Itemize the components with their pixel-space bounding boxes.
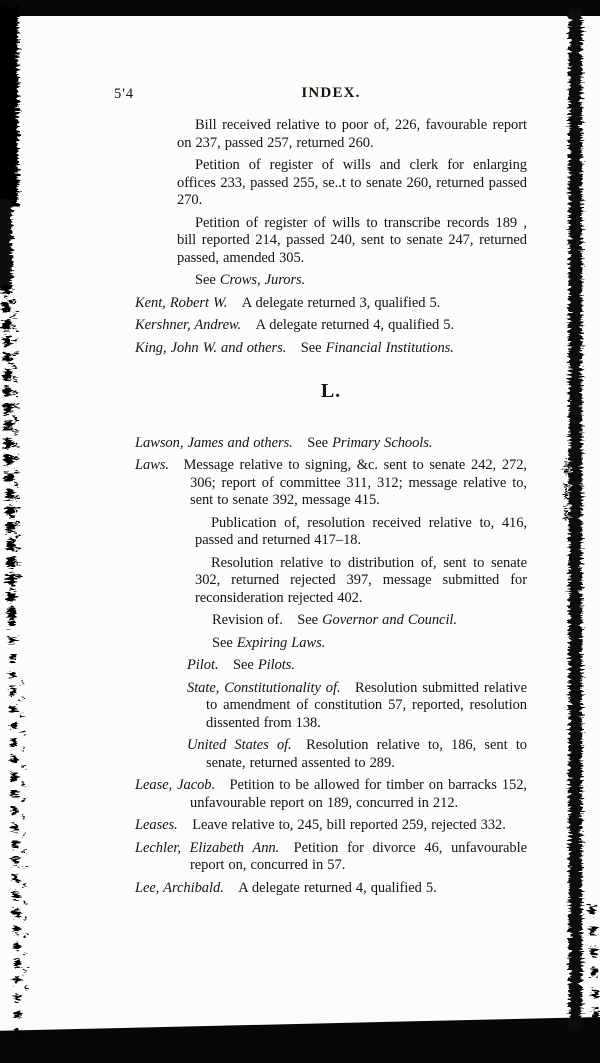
entry-text: Petition of register of wills and clerk for enlarging offices 233, passed 255, se..t to senate 260, returned passed 270. [177, 157, 527, 208]
scan-border-bottom [0, 1017, 600, 1063]
entry-text: Resolution relative to, 186, sent to senate, returned assented to 289. [206, 737, 527, 771]
entry-name-italic: Lechler, Elizabeth Ann. [135, 839, 280, 856]
entry-name-italic: Lee, Archibald. [135, 879, 224, 896]
entry-text: Leave relative to, 245, bill reported 259, rejected 332. [177, 817, 506, 833]
entry-text: Resolution submitted relative to amendment of constitution 57, reported, resolution dissented from 138. [206, 679, 527, 731]
entry-text: Bill received relative to poor of, 226, favourable report on 237, passed 257, returned 260. [177, 117, 527, 151]
entry-text: See [195, 272, 220, 288]
index-entry [135, 117, 527, 152]
section-heading [135, 380, 527, 402]
index-entry [135, 272, 527, 290]
index-entries [135, 117, 527, 897]
entry-name-italic: Leases. [135, 817, 178, 833]
index-entry [135, 555, 527, 608]
page-title: INDEX. [301, 85, 361, 101]
scan-border-top [0, 0, 600, 16]
entry-text: A delegate returned 4, qualified 5. [223, 879, 437, 896]
index-entry [135, 817, 527, 835]
index-entry [135, 215, 527, 268]
entry-text: See [218, 657, 258, 673]
entry-text: Message relative to signing, &c. sent to senate 242, 272, 306; report of committee 311, 312; message relative to, sent to senate 392, message 415. [169, 457, 527, 508]
entry-text: See [286, 339, 326, 356]
entry-text: A delegate returned 4, qualified 5. [241, 317, 455, 333]
index-entry [135, 157, 527, 210]
index-entry [135, 317, 527, 335]
entry-name-italic: Lease, Jacob. [135, 777, 216, 793]
index-entry [135, 880, 527, 898]
entry-text: Revision of. See [212, 612, 323, 628]
index-entry [135, 435, 527, 453]
entry-name-italic: Governor and Council. [322, 612, 457, 628]
entry-text: Petition for divorce 46, unfavourable report on, concurred in 57. [190, 839, 527, 873]
scan-border-right [569, 10, 582, 1030]
entry-name-italic: Primary Schools. [332, 434, 433, 451]
entry-name-italic: Pilots. [257, 657, 295, 673]
entry-text: Petition of register of wills to transcribe records 189 , bill reported 214, passed 240, sent to senate 247, returned passed, amended 305. [177, 214, 527, 266]
entry-name-italic: Expiring Laws. [236, 634, 326, 651]
index-entry [135, 612, 527, 630]
entry-name-italic: United States of. [187, 737, 292, 753]
entry-name-italic: Laws. [135, 457, 170, 473]
index-entry [135, 635, 527, 653]
entry-name-italic: Pilot. [187, 657, 219, 673]
index-entry [135, 295, 527, 313]
entry-text: Petition to be allowed for timber on barracks 152, unfavourable report on 189, concurred in 212. [190, 777, 527, 811]
entry-name-italic: State, Constitutionality of. [187, 679, 341, 696]
entry-text: Resolution relative to distribution of, sent to senate 302, returned rejected 397, message submitted for reconsideration rejected 402. [195, 554, 527, 606]
entry-name-italic: Lawson, James and others. [135, 434, 293, 451]
index-entry [187, 657, 527, 675]
entry-text: L. [320, 380, 342, 402]
entry-name-italic: Crows, Jurors. [219, 272, 306, 288]
entry-text: See [292, 434, 333, 451]
index-entry [135, 777, 527, 812]
page-number: 5'4 [114, 86, 135, 102]
index-entry [135, 340, 527, 358]
entry-text: A delegate returned 3, qualified 5. [227, 294, 441, 311]
index-entry [187, 737, 527, 772]
scan-border-left [0, 6, 18, 206]
page-header [114, 85, 527, 105]
index-entry [135, 840, 527, 875]
entry-text: Publication of, resolution received relative to, 416, passed and returned 417–18. [195, 514, 527, 548]
entry-text: See [212, 634, 237, 651]
entry-name-italic: Kershner, Andrew. [135, 317, 242, 333]
entry-name-italic: Kent, Robert W. [135, 294, 228, 311]
index-entry [187, 680, 527, 733]
entry-name-italic: King, John W. and others. [135, 339, 287, 356]
index-entry [135, 515, 527, 550]
entry-name-italic: Financial Institutions. [325, 339, 454, 356]
index-entry [135, 457, 527, 510]
